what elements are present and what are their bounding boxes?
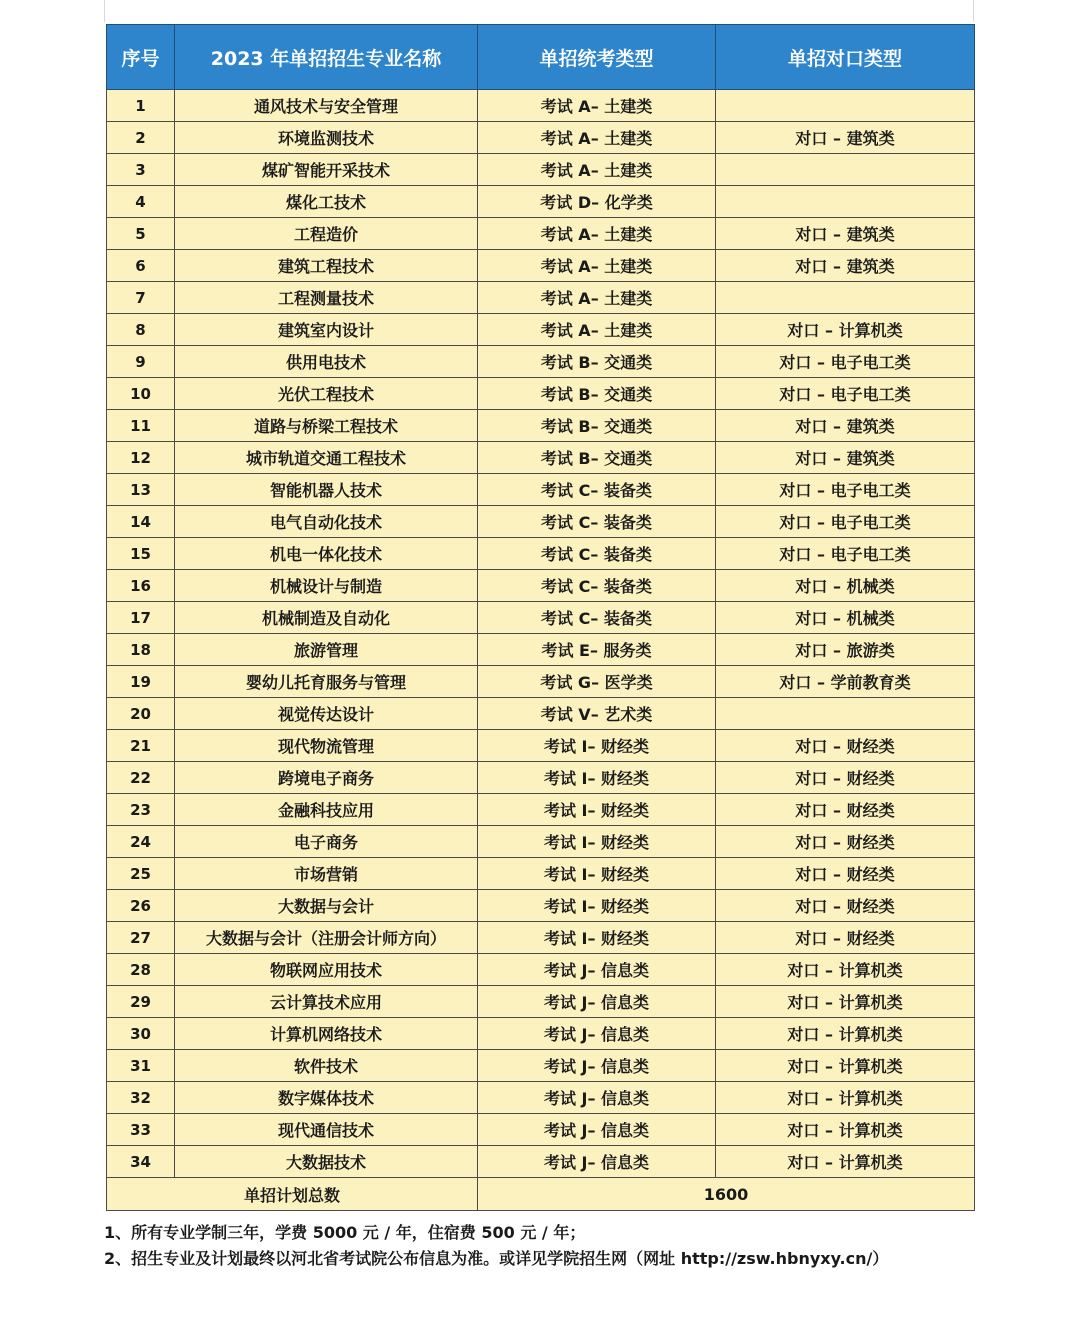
table-row: [107, 762, 975, 794]
exam-type-cell: 考试 J– 信息类: [478, 954, 716, 986]
major-name-cell: 工程造价: [175, 218, 478, 250]
counterpart-type-cell: 对口 – 电子电工类: [716, 346, 975, 378]
serial-cell: 34: [107, 1146, 175, 1178]
counterpart-type-cell: 对口 – 计算机类: [716, 986, 975, 1018]
table-row: [107, 890, 975, 922]
table-row: [107, 922, 975, 954]
exam-type-cell: 考试 A– 土建类: [478, 154, 716, 186]
table-row: [107, 1114, 975, 1146]
counterpart-type-cell: 对口 – 建筑类: [716, 410, 975, 442]
serial-cell: 30: [107, 1018, 175, 1050]
exam-type-cell: 考试 B– 交通类: [478, 410, 716, 442]
serial-cell: 19: [107, 666, 175, 698]
serial-cell: 9: [107, 346, 175, 378]
table-body: [107, 90, 975, 1178]
serial-cell: 10: [107, 378, 175, 410]
exam-type-cell: 考试 J– 信息类: [478, 1114, 716, 1146]
serial-cell: 24: [107, 826, 175, 858]
major-name-cell: 婴幼儿托育服务与管理: [175, 666, 478, 698]
table-row: [107, 602, 975, 634]
serial-cell: 14: [107, 506, 175, 538]
footnote-1: 1、所有专业学制三年，学费 5000 元 / 年，住宿费 500 元 / 年；: [104, 1223, 586, 1242]
serial-cell: 12: [107, 442, 175, 474]
major-name-cell: 供用电技术: [175, 346, 478, 378]
major-name-cell: 建筑工程技术: [175, 250, 478, 282]
exam-type-cell: 考试 I– 财经类: [478, 858, 716, 890]
serial-cell: 18: [107, 634, 175, 666]
counterpart-type-cell: 对口 – 计算机类: [716, 1018, 975, 1050]
major-name-cell: 光伏工程技术: [175, 378, 478, 410]
admissions-table: [106, 24, 975, 1211]
counterpart-type-cell: 对口 – 财经类: [716, 826, 975, 858]
counterpart-type-cell: 对口 – 电子电工类: [716, 378, 975, 410]
exam-type-cell: 考试 B– 交通类: [478, 346, 716, 378]
major-name-cell: 云计算技术应用: [175, 986, 478, 1018]
header-counterpart-type: 单招对口类型: [716, 25, 975, 90]
table-row: [107, 730, 975, 762]
top-edge: [104, 0, 974, 22]
major-name-cell: 工程测量技术: [175, 282, 478, 314]
table-row: [107, 442, 975, 474]
major-name-cell: 机械制造及自动化: [175, 602, 478, 634]
counterpart-type-cell: 对口 – 计算机类: [716, 1050, 975, 1082]
serial-cell: 23: [107, 794, 175, 826]
major-name-cell: 煤化工技术: [175, 186, 478, 218]
total-row: [107, 1178, 975, 1211]
exam-type-cell: 考试 D– 化学类: [478, 186, 716, 218]
major-name-cell: 机械设计与制造: [175, 570, 478, 602]
counterpart-type-cell: 对口 – 电子电工类: [716, 506, 975, 538]
exam-type-cell: 考试 A– 土建类: [478, 282, 716, 314]
exam-type-cell: 考试 C– 装备类: [478, 474, 716, 506]
serial-cell: 5: [107, 218, 175, 250]
counterpart-type-cell: 对口 – 计算机类: [716, 1146, 975, 1178]
counterpart-type-cell: 对口 – 电子电工类: [716, 474, 975, 506]
serial-cell: 29: [107, 986, 175, 1018]
table-row: [107, 1018, 975, 1050]
serial-cell: 13: [107, 474, 175, 506]
serial-cell: 32: [107, 1082, 175, 1114]
exam-type-cell: 考试 E– 服务类: [478, 634, 716, 666]
footnote-2: 2、招生专业及计划最终以河北省考试院公布信息为准。或详见学院招生网（网址 http://zsw.hbnyxy.cn/）: [104, 1249, 889, 1268]
table-row: [107, 410, 975, 442]
major-name-cell: 大数据技术: [175, 1146, 478, 1178]
serial-cell: 21: [107, 730, 175, 762]
major-name-cell: 跨境电子商务: [175, 762, 478, 794]
table-row: [107, 378, 975, 410]
major-name-cell: 现代物流管理: [175, 730, 478, 762]
major-name-cell: 道路与桥梁工程技术: [175, 410, 478, 442]
major-name-cell: 智能机器人技术: [175, 474, 478, 506]
table-row: [107, 474, 975, 506]
table-row: [107, 634, 975, 666]
exam-type-cell: 考试 A– 土建类: [478, 218, 716, 250]
exam-type-cell: 考试 G– 医学类: [478, 666, 716, 698]
serial-cell: 4: [107, 186, 175, 218]
major-name-cell: 电子商务: [175, 826, 478, 858]
counterpart-type-cell: 对口 – 计算机类: [716, 1114, 975, 1146]
counterpart-type-cell: [716, 154, 975, 186]
exam-type-cell: 考试 J– 信息类: [478, 1018, 716, 1050]
serial-cell: 33: [107, 1114, 175, 1146]
major-name-cell: 机电一体化技术: [175, 538, 478, 570]
table-row: [107, 826, 975, 858]
exam-type-cell: 考试 I– 财经类: [478, 762, 716, 794]
major-name-cell: 旅游管理: [175, 634, 478, 666]
table-row: [107, 570, 975, 602]
exam-type-cell: 考试 J– 信息类: [478, 986, 716, 1018]
table-row: [107, 250, 975, 282]
major-name-cell: 大数据与会计（注册会计师方向）: [175, 922, 478, 954]
counterpart-type-cell: [716, 282, 975, 314]
table-row: [107, 90, 975, 122]
counterpart-type-cell: 对口 – 计算机类: [716, 954, 975, 986]
major-name-cell: 软件技术: [175, 1050, 478, 1082]
major-name-cell: 计算机网络技术: [175, 1018, 478, 1050]
header-major-name: 2023 年单招招生专业名称: [175, 25, 478, 90]
serial-cell: 1: [107, 90, 175, 122]
table-row: [107, 506, 975, 538]
table-row: [107, 1082, 975, 1114]
counterpart-type-cell: 对口 – 学前教育类: [716, 666, 975, 698]
major-name-cell: 煤矿智能开采技术: [175, 154, 478, 186]
serial-cell: 6: [107, 250, 175, 282]
exam-type-cell: 考试 C– 装备类: [478, 570, 716, 602]
counterpart-type-cell: [716, 698, 975, 730]
total-value: 1600: [478, 1178, 975, 1211]
table-row: [107, 186, 975, 218]
counterpart-type-cell: 对口 – 财经类: [716, 762, 975, 794]
major-name-cell: 现代通信技术: [175, 1114, 478, 1146]
table-row: [107, 858, 975, 890]
exam-type-cell: 考试 V– 艺术类: [478, 698, 716, 730]
header-exam-type: 单招统考类型: [478, 25, 716, 90]
table-row: [107, 954, 975, 986]
serial-cell: 15: [107, 538, 175, 570]
major-name-cell: 建筑室内设计: [175, 314, 478, 346]
major-name-cell: 电气自动化技术: [175, 506, 478, 538]
major-name-cell: 大数据与会计: [175, 890, 478, 922]
table-row: [107, 666, 975, 698]
table-row: [107, 154, 975, 186]
serial-cell: 26: [107, 890, 175, 922]
major-name-cell: 市场营销: [175, 858, 478, 890]
counterpart-type-cell: [716, 186, 975, 218]
exam-type-cell: 考试 B– 交通类: [478, 378, 716, 410]
major-name-cell: 城市轨道交通工程技术: [175, 442, 478, 474]
major-name-cell: 数字媒体技术: [175, 1082, 478, 1114]
counterpart-type-cell: 对口 – 电子电工类: [716, 538, 975, 570]
counterpart-type-cell: 对口 – 机械类: [716, 602, 975, 634]
major-name-cell: 视觉传达设计: [175, 698, 478, 730]
table-row: [107, 698, 975, 730]
serial-cell: 25: [107, 858, 175, 890]
exam-type-cell: 考试 I– 财经类: [478, 730, 716, 762]
table-row: [107, 122, 975, 154]
table-row: [107, 1146, 975, 1178]
counterpart-type-cell: 对口 – 财经类: [716, 922, 975, 954]
counterpart-type-cell: 对口 – 财经类: [716, 730, 975, 762]
exam-type-cell: 考试 I– 财经类: [478, 922, 716, 954]
header-serial: 序号: [107, 25, 175, 90]
counterpart-type-cell: 对口 – 建筑类: [716, 122, 975, 154]
major-name-cell: 物联网应用技术: [175, 954, 478, 986]
exam-type-cell: 考试 I– 财经类: [478, 890, 716, 922]
table-row: [107, 986, 975, 1018]
exam-type-cell: 考试 A– 土建类: [478, 122, 716, 154]
major-name-cell: 环境监测技术: [175, 122, 478, 154]
table-row: [107, 538, 975, 570]
table-row: [107, 218, 975, 250]
table-row: [107, 346, 975, 378]
table-row: [107, 794, 975, 826]
counterpart-type-cell: 对口 – 机械类: [716, 570, 975, 602]
exam-type-cell: 考试 J– 信息类: [478, 1082, 716, 1114]
counterpart-type-cell: 对口 – 旅游类: [716, 634, 975, 666]
exam-type-cell: 考试 I– 财经类: [478, 794, 716, 826]
serial-cell: 3: [107, 154, 175, 186]
counterpart-type-cell: 对口 – 财经类: [716, 858, 975, 890]
table-row: [107, 314, 975, 346]
serial-cell: 17: [107, 602, 175, 634]
exam-type-cell: 考试 B– 交通类: [478, 442, 716, 474]
serial-cell: 27: [107, 922, 175, 954]
exam-type-cell: 考试 J– 信息类: [478, 1050, 716, 1082]
serial-cell: 31: [107, 1050, 175, 1082]
total-label: 单招计划总数: [107, 1178, 478, 1211]
table-row: [107, 1050, 975, 1082]
major-name-cell: 金融科技应用: [175, 794, 478, 826]
exam-type-cell: 考试 C– 装备类: [478, 602, 716, 634]
serial-cell: 8: [107, 314, 175, 346]
counterpart-type-cell: 对口 – 计算机类: [716, 314, 975, 346]
counterpart-type-cell: 对口 – 建筑类: [716, 218, 975, 250]
exam-type-cell: 考试 I– 财经类: [478, 826, 716, 858]
exam-type-cell: 考试 J– 信息类: [478, 1146, 716, 1178]
serial-cell: 7: [107, 282, 175, 314]
table-row: [107, 282, 975, 314]
counterpart-type-cell: 对口 – 财经类: [716, 794, 975, 826]
serial-cell: 22: [107, 762, 175, 794]
counterpart-type-cell: 对口 – 财经类: [716, 890, 975, 922]
serial-cell: 20: [107, 698, 175, 730]
serial-cell: 11: [107, 410, 175, 442]
serial-cell: 16: [107, 570, 175, 602]
counterpart-type-cell: [716, 90, 975, 122]
table-header-row: [107, 25, 975, 90]
counterpart-type-cell: 对口 – 建筑类: [716, 250, 975, 282]
exam-type-cell: 考试 C– 装备类: [478, 506, 716, 538]
footnotes: [104, 1220, 1004, 1272]
exam-type-cell: 考试 A– 土建类: [478, 90, 716, 122]
counterpart-type-cell: 对口 – 建筑类: [716, 442, 975, 474]
serial-cell: 28: [107, 954, 175, 986]
exam-type-cell: 考试 C– 装备类: [478, 538, 716, 570]
counterpart-type-cell: 对口 – 计算机类: [716, 1082, 975, 1114]
serial-cell: 2: [107, 122, 175, 154]
exam-type-cell: 考试 A– 土建类: [478, 314, 716, 346]
exam-type-cell: 考试 A– 土建类: [478, 250, 716, 282]
major-name-cell: 通风技术与安全管理: [175, 90, 478, 122]
